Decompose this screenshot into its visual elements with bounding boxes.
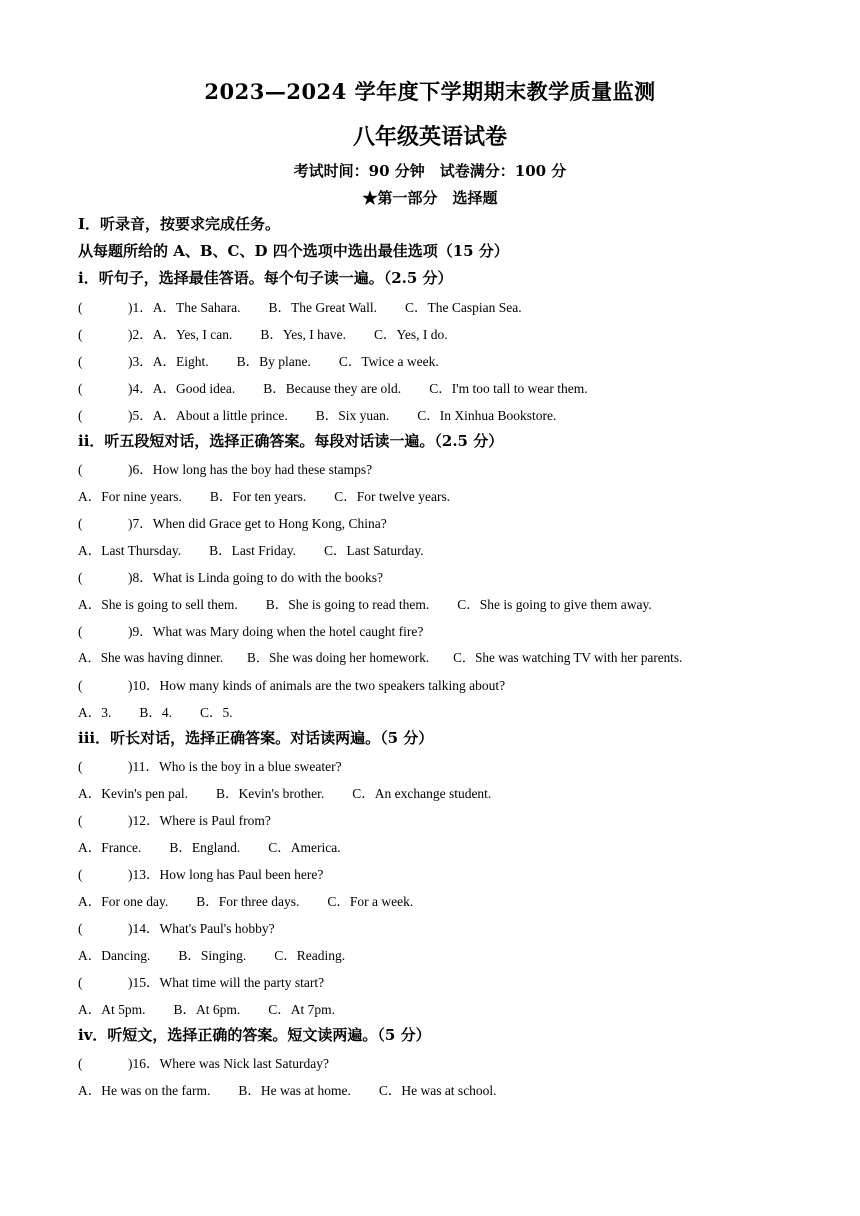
option-c: C．An exchange student. [352,786,492,801]
option-a: A．Kevin's pen pal. [78,786,189,801]
answer-blank: ( [78,327,83,342]
question-text: How long has the boy had these stamps? [152,462,373,477]
option-b: B．For three days. [196,894,300,909]
option-c: C．Last Saturday. [323,543,424,558]
option-a: A．3. [78,705,112,720]
question-text: What is Linda going to do with the books? [152,570,383,585]
option-c: C．In Xinhua Bookstore. [417,408,557,423]
question-13 [78,863,323,883]
question-9 [78,620,423,640]
option-a: A．For nine years. [78,489,182,504]
answer-blank: ( [78,381,83,396]
option-b: B．Yes, I have. [260,327,347,342]
option-a: A．At 5pm. [78,1002,146,1017]
option-c: C．For a week. [327,894,414,909]
question-text: When did Grace get to Hong Kong, China? [152,516,387,531]
option-a: A．The Sahara. [152,300,241,315]
option-c: C．The Caspian Sea. [404,300,522,315]
question-number: )9． [128,624,153,639]
question-8 [78,566,383,586]
option-b: B．For ten years. [209,489,307,504]
option-b: B．Because they are old. [263,381,402,396]
exam-title: 2023—2024 学年度下学期期末教学质量监测 [204,79,656,104]
answer-blank: ( [78,1056,83,1071]
answer-blank: ( [78,300,83,315]
question-6 [78,458,372,478]
part-heading: ★第一部分 选择题 [362,189,498,207]
section-title: I．听录音，按要求完成任务。 [78,215,281,233]
question-number: )2． [128,327,153,342]
question-number: )6． [128,462,153,477]
question-text: Where was Nick last Saturday? [159,1056,329,1071]
question-number: )12． [128,813,160,828]
option-a: A．She is going to sell them. [78,597,238,612]
question-text: What's Paul's hobby? [159,921,275,936]
question-15 [78,971,324,991]
exam-meta: 考试时间：90 分钟 试卷满分：100 分 [293,162,567,180]
question-8-options [78,593,652,613]
question-5 [78,404,556,424]
answer-blank: ( [78,759,83,774]
question-3 [78,350,439,370]
question-text: How many kinds of animals are the two speakers talking about? [159,678,506,693]
option-b: B．At 6pm. [173,1002,241,1017]
option-a: A．France. [78,840,142,855]
answer-blank: ( [78,570,83,585]
option-c: C．She was watching TV with her parents. [453,650,683,665]
question-number: )13． [128,867,160,882]
option-b: B．She is going to read them. [265,597,430,612]
option-c: C．I'm too tall to wear them. [429,381,588,396]
option-c: C．America. [268,840,341,855]
option-c: C．At 7pm. [268,1002,336,1017]
subsection-2-title: ii．听五段短对话，选择正确答案。每段对话读一遍。（2.5 分） [78,432,504,450]
question-7 [78,512,387,532]
option-b: B．Six yuan. [315,408,390,423]
question-number: )3． [128,354,153,369]
option-b: B．Singing. [178,948,247,963]
question-13-options [78,890,413,910]
question-6-options [78,485,450,505]
question-number: )10． [128,678,160,693]
answer-blank: ( [78,462,83,477]
option-a: A．Last Thursday. [78,543,182,558]
option-c: C．Twice a week. [338,354,439,369]
option-a: A．Good idea. [152,381,236,396]
question-number: )7． [128,516,153,531]
answer-blank: ( [78,867,83,882]
question-10 [78,674,505,694]
option-c: C．He was at school. [378,1083,497,1098]
option-a: A．For one day. [78,894,169,909]
question-1 [78,296,522,316]
question-10-options [78,701,233,721]
question-number: )14． [128,921,160,936]
question-14 [78,917,275,937]
question-number: )4． [128,381,153,396]
exam-subtitle: 八年级英语试卷 [352,124,507,150]
question-number: )16． [128,1056,160,1071]
subsection-1-title: i．听句子，选择最佳答语。每个句子读一遍。（2.5 分） [78,269,453,287]
answer-blank: ( [78,624,83,639]
question-12 [78,809,271,829]
option-a: A．He was on the farm. [78,1083,211,1098]
option-b: B．Kevin's brother. [216,786,325,801]
answer-blank: ( [78,975,83,990]
question-text: Who is the boy in a blue sweater? [159,759,342,774]
question-9-options [78,647,682,666]
question-number: )8． [128,570,153,585]
answer-blank: ( [78,408,83,423]
subsection-3-title: iii．听长对话，选择正确答案。对话读两遍。（5 分） [78,729,434,747]
option-a: A．About a little prince. [152,408,288,423]
option-a: A．Eight. [152,354,209,369]
option-a: A．Yes, I can. [152,327,233,342]
answer-blank: ( [78,921,83,936]
option-c: C．For twelve years. [334,489,451,504]
question-14-options [78,944,345,964]
option-b: B．By plane. [236,354,311,369]
question-text: Where is Paul from? [159,813,271,828]
option-b: B．England. [169,840,241,855]
question-number: )15． [128,975,160,990]
question-12-options [78,836,341,856]
question-7-options [78,539,424,559]
answer-blank: ( [78,354,83,369]
option-c: C．Reading. [274,948,346,963]
option-b: B．He was at home. [238,1083,351,1098]
question-text: What time will the party start? [159,975,325,990]
option-b: B．The Great Wall. [268,300,377,315]
option-a: A．She was having dinner. [78,650,224,665]
question-number: )11． [128,759,159,774]
question-text: What was Mary doing when the hotel caught fire? [152,624,424,639]
question-number: )1． [128,300,153,315]
question-16 [78,1052,329,1072]
question-16-options [78,1079,497,1099]
option-b: B．4. [139,705,173,720]
option-b: B．Last Friday. [209,543,296,558]
section-instruction: 从每题所给的 A、B、C、D 四个选项中选出最佳选项（15 分） [78,242,509,260]
option-c: C．She is going to give them away. [457,597,652,612]
question-15-options [78,998,335,1018]
question-4 [78,377,588,397]
question-2 [78,323,448,343]
question-number: )5． [128,408,153,423]
answer-blank: ( [78,678,83,693]
option-a: A．Dancing. [78,948,151,963]
question-11 [78,755,342,775]
question-text: How long has Paul been here? [159,867,324,882]
subsection-4-title: iv．听短文，选择正确的答案。短文读两遍。（5 分） [78,1026,431,1044]
answer-blank: ( [78,516,83,531]
question-11-options [78,782,491,802]
option-b: B．She was doing her homework. [247,650,430,665]
option-c: C．5. [200,705,233,720]
option-c: C．Yes, I do. [374,327,448,342]
answer-blank: ( [78,813,83,828]
